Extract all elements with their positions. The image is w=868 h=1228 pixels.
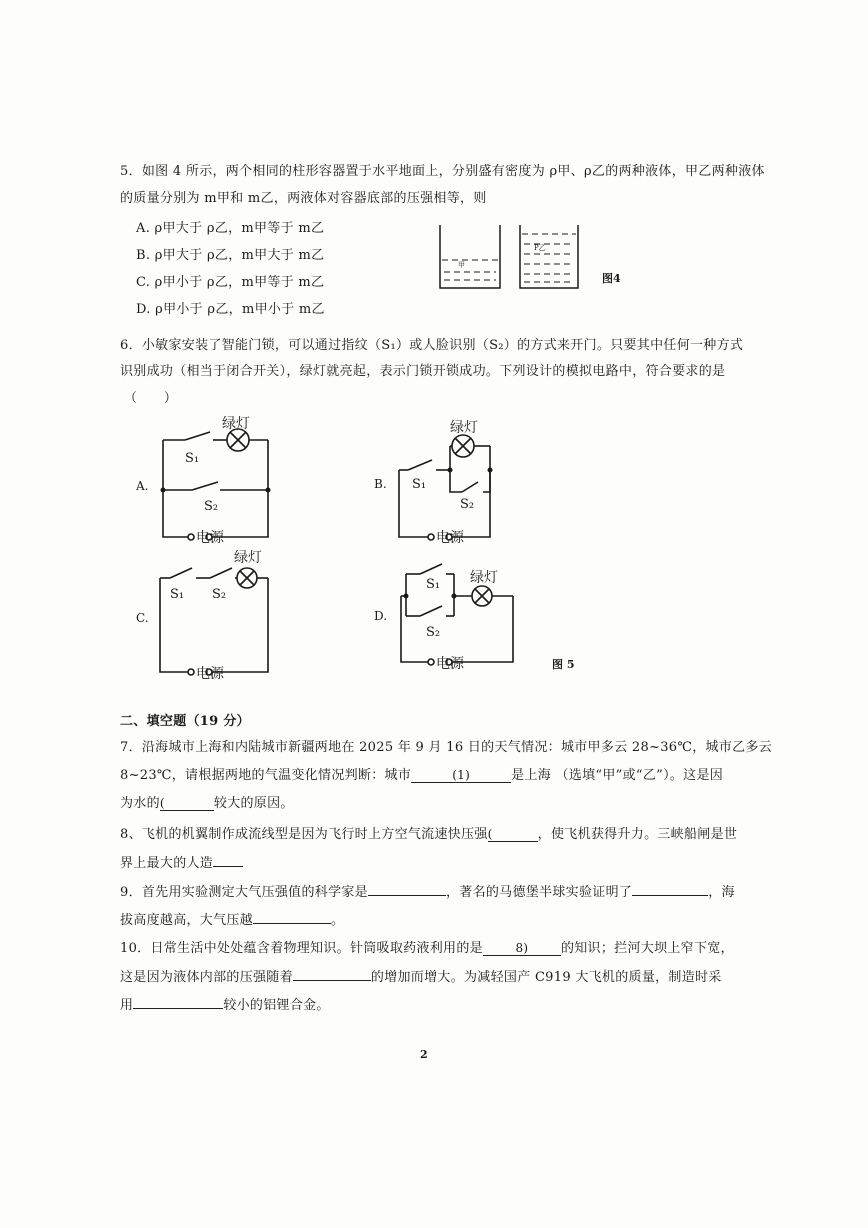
q9-line2 <box>120 912 344 930</box>
circuit-a-s2-label: S₂ <box>204 499 219 514</box>
circuit-c-s2-label: S₂ <box>212 587 227 602</box>
circuit-d <box>370 560 590 685</box>
q9-line1-text-c: ，海 <box>708 885 735 900</box>
circuit-d-s2-label: S₂ <box>426 625 441 640</box>
q7-line2 <box>120 767 723 785</box>
q8-line1 <box>120 826 737 844</box>
q8-blank-1[interactable]: ( <box>488 827 538 842</box>
circuit-c <box>130 548 290 688</box>
q10-line2 <box>120 969 722 987</box>
q7-blank-1[interactable]: (1) <box>411 768 511 783</box>
q10-line1 <box>120 940 734 958</box>
circuit-a-s1-label: S₁ <box>185 451 200 466</box>
q5-line2: 的质量分别为 m甲和 m乙，两液体对容器底部的压强相等，则 <box>120 191 487 206</box>
q10-line1-text-b: 的知识；拦河大坝上窄下宽， <box>560 941 734 956</box>
q5-line1: 5．如图 4 所示，两个相同的柱形容器置于水平地面上，分别盛有密度为 ρ甲、ρ乙的两种液体，甲乙两种液体 <box>120 164 765 179</box>
q10-line2-text-a: 这是因为液体内部的压强随着 <box>120 970 293 985</box>
circuit-d-s1-label: S₁ <box>426 577 441 592</box>
q9-blank-1[interactable] <box>368 895 446 896</box>
liquid-b-label: P乙 <box>534 244 546 252</box>
q7-line3-text-b: 较大的原因。 <box>213 796 294 811</box>
figure-4 <box>430 220 650 300</box>
circuit-c-power-label: 电源 <box>196 666 224 682</box>
q7-line2-text-a: 8~23℃，请根据两地的气温变化情况判断：城市 <box>120 768 412 783</box>
circuit-a <box>130 410 290 550</box>
circuit-a-lamp-label: 绿灯 <box>222 416 250 432</box>
q5-option-c: C. ρ甲小于 ρ乙，m甲等于 m乙 <box>136 275 325 290</box>
q9-line2-text-b: 。 <box>331 913 345 928</box>
circuit-b-lamp-label: 绿灯 <box>450 420 478 436</box>
q8-line1-text-a: 8、飞机的机翼制作成流线型是因为飞行时上方空气流速快压强 <box>120 827 488 842</box>
q8-line2 <box>120 855 243 873</box>
q10-line3 <box>120 997 330 1015</box>
circuit-a-power-label: 电源 <box>196 530 224 546</box>
container-a <box>440 225 500 288</box>
circuit-b <box>370 410 530 550</box>
q7-line1: 7．沿海城市上海和内陆城市新疆两地在 2025 年 9 月 16 日的天气情况：城市甲多云 28~36℃，城市乙多云 <box>120 740 773 755</box>
q10-blank-2[interactable] <box>293 980 371 981</box>
section-2-title: 二、填空题（19 分） <box>120 714 250 729</box>
q7-line2-text-b: 是上海 （选填“甲”或“乙”）。这是因 <box>511 768 724 783</box>
q5-option-d: D. ρ甲小于 ρ乙，m甲小于 m乙 <box>136 302 325 317</box>
q7-line3-text-a: 为水的 <box>120 796 160 811</box>
q9-blank-3[interactable] <box>253 923 331 924</box>
liquid-a-label: 甲 <box>458 261 465 269</box>
q7-line3 <box>120 795 294 813</box>
container-b <box>520 225 578 288</box>
q10-line1-text-a: 10．日常生活中处处蕴含着物理知识。针筒吸取药液利用的是 <box>120 941 483 956</box>
circuit-d-power-label: 电源 <box>436 656 464 672</box>
figure-5-label: 图 5 <box>552 658 575 671</box>
circuit-b-s2-label: S₂ <box>460 497 475 512</box>
q10-blank-3[interactable] <box>133 1008 223 1009</box>
circuit-b-option-label: B. <box>374 477 387 491</box>
q5-option-b: B. ρ甲大于 ρ乙，m甲大于 m乙 <box>136 248 325 263</box>
q9-blank-2[interactable] <box>632 895 708 896</box>
q8-line2-text-a: 界上最大的人造 <box>120 856 214 871</box>
q9-line1 <box>120 884 735 902</box>
q8-line1-text-b: ，使飞机获得升力。三峡船闸是世 <box>537 827 738 842</box>
circuit-a-option-label: A. <box>136 479 149 493</box>
q8-blank-2[interactable] <box>213 866 243 867</box>
circuit-c-lamp-label: 绿灯 <box>234 550 262 566</box>
q7-blank-2[interactable]: ( <box>160 796 214 811</box>
q9-line1-text-a: 9．首先用实验测定大气压强值的科学家是 <box>120 885 368 900</box>
circuit-c-option-label: C. <box>136 611 149 625</box>
page-number: 2 <box>420 1048 428 1061</box>
q10-blank-1[interactable]: 8) <box>483 941 561 956</box>
q10-line3-text-a: 用 <box>120 998 134 1013</box>
circuit-c-s1-label: S₁ <box>170 587 185 602</box>
circuit-d-option-label: D. <box>374 609 388 623</box>
q9-line1-text-b: ，著名的马德堡半球实验证明了 <box>445 885 633 900</box>
q5-option-a: A. ρ甲大于 ρ乙，m甲等于 m乙 <box>136 221 325 236</box>
q6-line2: 识别成功（相当于闭合开关），绿灯就亮起，表示门锁开锁成功。下列设计的模拟电路中，符合要求的是 <box>120 364 726 379</box>
q10-line2-text-b: 的增加而增大。为减轻国产 C919 大飞机的质量，制造时采 <box>370 970 722 985</box>
q9-line2-text-a: 拔高度越高，大气压越 <box>120 913 254 928</box>
circuit-b-power-label: 电源 <box>436 530 464 546</box>
q10-line3-text-b: 较小的铝锂合金。 <box>223 998 330 1013</box>
figure-4-label: 图4 <box>602 272 621 285</box>
circuit-d-lamp-label: 绿灯 <box>470 570 498 586</box>
circuit-b-s1-label: S₁ <box>412 477 427 492</box>
q6-line1: 6．小敏家安装了智能门锁，可以通过指纹（S₁）或人脸识别（S₂）的方式来开门。只要其中任何一种方式 <box>120 338 744 353</box>
q6-line3: （ ） <box>124 391 178 406</box>
